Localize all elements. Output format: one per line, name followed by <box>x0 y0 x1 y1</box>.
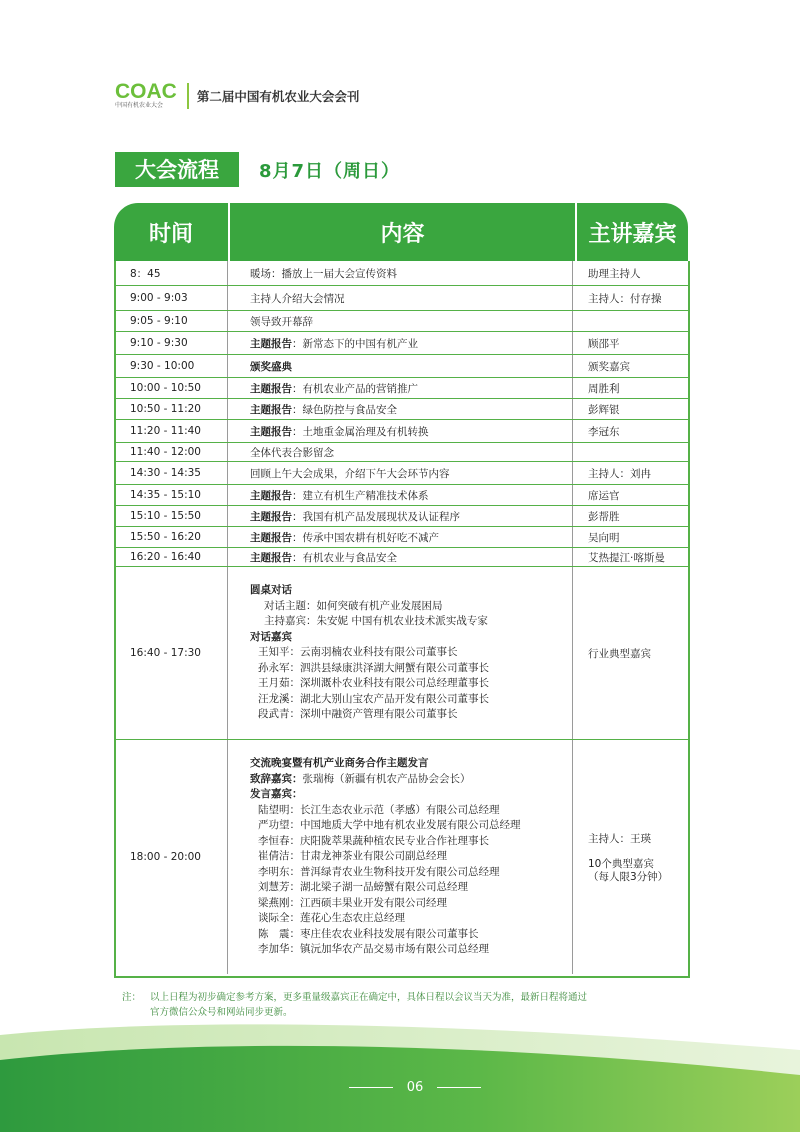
table-row <box>114 443 690 462</box>
logo-main-text: COAC <box>115 80 177 103</box>
roundtable-time: 16:40 - 17:30 <box>114 567 228 739</box>
evening-speaker: 谈际全：莲花心生态农庄总经理 <box>258 912 405 925</box>
table-row <box>114 286 690 311</box>
section-heading <box>115 152 400 187</box>
row-content <box>228 311 573 331</box>
page-number: 06 <box>406 1080 424 1095</box>
row-speaker <box>573 443 690 461</box>
roundtable-guest: 王月茹：深圳溉朴农业科技有限公司总经理董事长 <box>258 677 489 690</box>
row-content <box>228 355 573 377</box>
row-content <box>228 462 573 484</box>
evening-limit: （每人限3分钟） <box>588 870 669 883</box>
row-content-text: 全体代表合影留念 <box>250 446 334 459</box>
evening-time: 18:00 - 20:00 <box>114 740 228 974</box>
header-speaker: 主讲嘉宾 <box>588 221 677 247</box>
roundtable-host: 主持嘉宾：朱安妮 中国有机农业技术派实战专家 <box>264 615 488 628</box>
evening-speaker: 崔倩洁：甘肃龙神茶业有限公司副总经理 <box>258 850 447 863</box>
evening-speaker-list <box>250 803 572 958</box>
row-content-text: ：我国有机产品发展现状及认证程序 <box>292 510 460 523</box>
row-content <box>228 332 573 354</box>
row-speaker: 顾邵平 <box>588 337 620 350</box>
table-row <box>114 311 690 332</box>
row-time: 16:20 - 16:40 <box>114 548 228 566</box>
row-time: 9:05 - 9:10 <box>114 311 228 331</box>
table-row <box>114 462 690 485</box>
row-content-prefix: 主题报告 <box>250 489 292 502</box>
evening-speaker: 陆望明：长江生态农业示范（孝感）有限公司总经理 <box>258 803 500 816</box>
page-header <box>115 78 359 114</box>
row-content <box>228 485 573 505</box>
table-frame-bottom <box>114 976 690 978</box>
evening-speakers-title: 发言嘉宾： <box>250 788 303 801</box>
row-speaker <box>573 311 690 331</box>
roundtable-guest: 汪龙溪：湖北大别山宝农产品开发有限公司董事长 <box>258 692 489 705</box>
row-content-text: 主持人介绍大会情况 <box>250 292 345 305</box>
roundtable-speaker: 行业典型嘉宾 <box>588 647 651 660</box>
evening-speaker: 李加华：镇沅加华农产品交易市场有限公司总经理 <box>258 943 489 956</box>
roundtable-content <box>228 567 573 739</box>
row-content <box>228 420 573 442</box>
table-header <box>114 203 688 261</box>
row-content-prefix: 主题报告 <box>250 425 292 438</box>
coac-logo <box>115 82 177 110</box>
row-time: 14:30 - 14:35 <box>114 462 228 484</box>
section-date: 8月7日（周日） <box>259 160 401 182</box>
evening-speaker-cell <box>573 740 690 974</box>
roundtable-topic: 对话主题：如何突破有机产业发展困局 <box>264 599 443 612</box>
table-row <box>114 261 690 286</box>
row-content-prefix: 主题报告 <box>250 551 292 564</box>
roundtable-guest: 段武青：深圳中融资产管理有限公司董事长 <box>258 708 458 721</box>
roundtable-title: 圆桌对话 <box>250 584 292 597</box>
footer-line-right <box>437 1087 481 1089</box>
row-speaker: 席运官 <box>588 489 620 502</box>
table-row <box>114 378 690 399</box>
decorative-wave <box>0 1015 800 1132</box>
evening-speaker: 李恒春：庆阳陇萃果蔬种植农民专业合作社理事长 <box>258 834 489 847</box>
row-speaker: 主持人：付存操 <box>588 292 662 305</box>
row-speaker: 彭帮胜 <box>588 510 620 523</box>
row-time: 15:50 - 16:20 <box>114 527 228 547</box>
row-content <box>228 286 573 310</box>
row-speaker: 艾热提江·喀斯曼 <box>588 551 665 564</box>
row-time: 14:35 - 15:10 <box>114 485 228 505</box>
evening-content <box>228 740 573 974</box>
schedule-table <box>114 261 690 974</box>
footnote-label: 注： <box>122 992 142 1003</box>
row-time: 9:10 - 9:30 <box>114 332 228 354</box>
row-speaker: 李冠东 <box>588 425 620 438</box>
section-label: 大会流程 <box>115 152 239 187</box>
evening-speaker: 严功望：中国地质大学中地有机农业发展有限公司总经理 <box>258 819 521 832</box>
table-row <box>114 527 690 548</box>
row-content-prefix: 主题报告 <box>250 531 292 544</box>
row-content-text: ：土地重金属治理及有机转换 <box>292 425 429 438</box>
table-row <box>114 420 690 443</box>
row-content <box>228 378 573 398</box>
evening-host: 主持人：王瑛 <box>588 832 651 845</box>
table-row <box>114 485 690 506</box>
row-content-text: 暖场：播放上一届大会宣传资料 <box>250 267 397 280</box>
publication-title: 第二届中国有机农业大会会刊 <box>196 89 360 104</box>
table-row <box>114 355 690 378</box>
table-row <box>114 399 690 420</box>
roundtable-guest-list <box>250 645 572 723</box>
row-content-prefix: 颁奖盛典 <box>250 360 292 373</box>
row-content-prefix: 主题报告 <box>250 337 292 350</box>
row-content <box>228 261 573 285</box>
row-content-text: ：有机农业产品的营销推广 <box>292 382 418 395</box>
row-content <box>228 527 573 547</box>
row-speaker: 颁奖嘉宾 <box>588 360 630 373</box>
table-frame-left <box>114 261 116 978</box>
row-content-prefix: 主题报告 <box>250 510 292 523</box>
footer-line-left <box>349 1087 393 1089</box>
row-time: 9:30 - 10:00 <box>114 355 228 377</box>
row-speaker: 助理主持人 <box>588 267 641 280</box>
row-speaker: 吴向明 <box>588 531 620 544</box>
row-content-prefix: 主题报告 <box>250 403 292 416</box>
evening-row <box>114 740 690 974</box>
row-content-text: ：新常态下的中国有机产业 <box>292 337 418 350</box>
schedule-rows <box>114 261 690 567</box>
header-time: 时间 <box>148 221 193 247</box>
row-time: 10:00 - 10:50 <box>114 378 228 398</box>
row-speaker: 主持人：刘冉 <box>588 467 651 480</box>
roundtable-guest: 王知平：云南羽楠农业科技有限公司董事长 <box>258 646 458 659</box>
evening-address: 张瑞梅（新疆有机农产品协会会长） <box>302 772 471 785</box>
table-row <box>114 548 690 567</box>
row-content <box>228 399 573 419</box>
evening-speaker: 刘慧芳：湖北梁子湖一品螃蟹有限公司总经理 <box>258 881 468 894</box>
row-content <box>228 548 573 566</box>
evening-typical: 10个典型嘉宾 <box>588 857 654 870</box>
row-content-text: 回顾上午大会成果，介绍下午大会环节内容 <box>250 467 450 480</box>
row-time: 15:10 - 15:50 <box>114 506 228 526</box>
roundtable-row <box>114 567 690 740</box>
row-speaker: 彭辉银 <box>588 403 620 416</box>
row-content <box>228 506 573 526</box>
footnote-line-2: 官方微信公众号和网站同步更新。 <box>150 1007 293 1018</box>
table-row <box>114 332 690 355</box>
logo-sub-text: 中国有机农业大会 <box>115 102 164 109</box>
evening-address-label: 致辞嘉宾： <box>250 772 303 785</box>
roundtable-guests-title: 对话嘉宾 <box>250 630 292 643</box>
row-time: 11:40 - 12:00 <box>114 443 228 461</box>
row-content-text: ：建立有机生产精准技术体系 <box>292 489 429 502</box>
row-time: 8：45 <box>114 261 228 285</box>
row-content-text: 领导致开幕辞 <box>250 315 313 328</box>
row-content-prefix: 主题报告 <box>250 382 292 395</box>
roundtable-guest: 孙永军：泗洪县绿康洪泽湖大闸蟹有限公司董事长 <box>258 661 489 674</box>
evening-speaker: 李明东：普洱绿青农业生物科技开发有限公司总经理 <box>258 865 500 878</box>
row-content-text: ：有机农业与食品安全 <box>292 551 397 564</box>
evening-speaker: 陈 震：枣庄佳农农业科技发展有限公司董事长 <box>258 927 479 940</box>
evening-speaker: 梁燕刚：江西硕丰果业开发有限公司经理 <box>258 896 447 909</box>
header-content: 内容 <box>380 221 425 247</box>
table-frame-right <box>688 261 690 978</box>
page-footer <box>340 1080 490 1095</box>
row-content-text: ：绿色防控与食品安全 <box>292 403 397 416</box>
evening-title: 交流晚宴暨有机产业商务合作主题发言 <box>250 757 429 770</box>
row-speaker: 周胜利 <box>588 382 620 395</box>
table-row <box>114 506 690 527</box>
row-content <box>228 443 573 461</box>
row-content-text: ：传承中国农耕有机好吃不减产 <box>292 531 439 544</box>
row-time: 11:20 - 11:40 <box>114 420 228 442</box>
row-time: 10:50 - 11:20 <box>114 399 228 419</box>
row-time: 9:00 - 9:03 <box>114 286 228 310</box>
header-divider <box>187 83 189 109</box>
footnote-line-1: 以上日程为初步确定参考方案，更多重量级嘉宾正在确定中，具体日程以会议当天为准，最新日程将通过 <box>150 992 588 1003</box>
